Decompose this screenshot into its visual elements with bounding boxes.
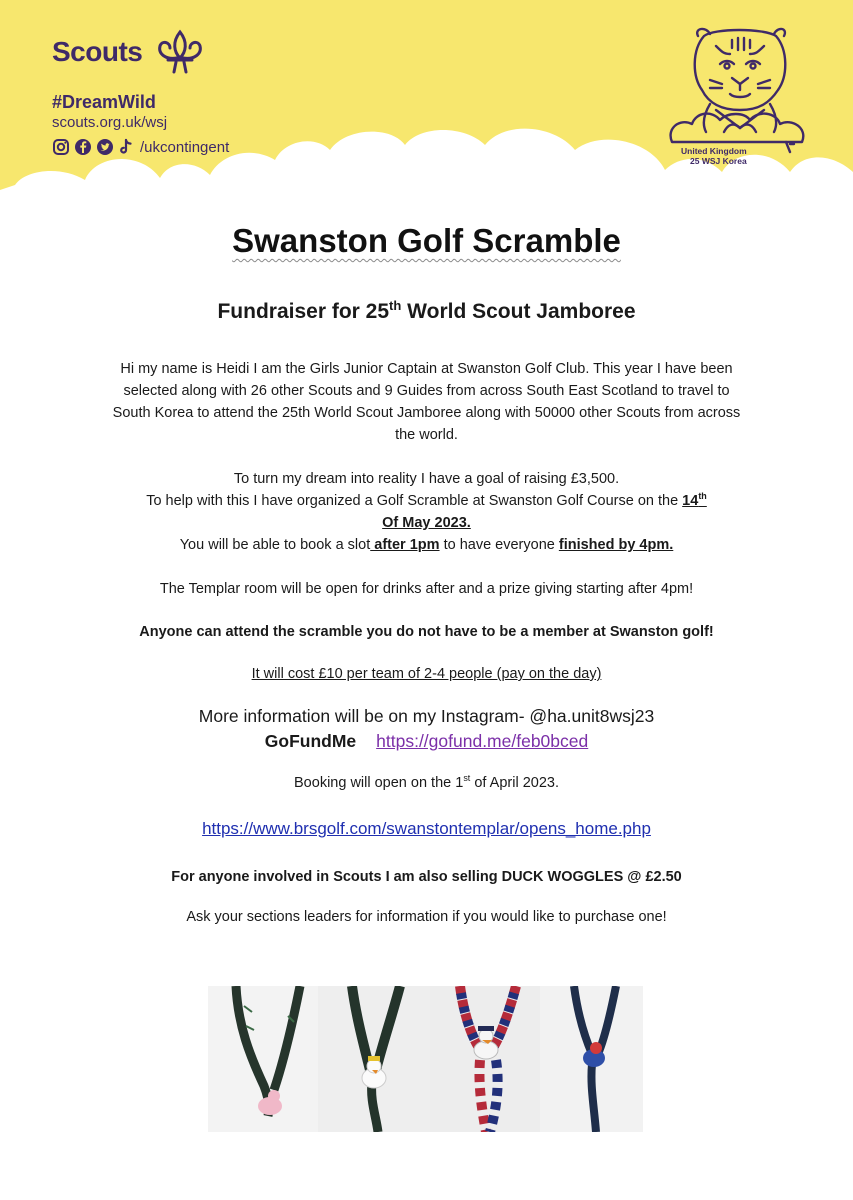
booking-text (110, 772, 743, 794)
templar-text: The Templar room will be open for drinks after and a prize giving starting after 4pm! (159, 581, 694, 597)
gofundme-row (110, 730, 743, 752)
fleur-de-lis-icon (152, 28, 208, 76)
blue-duck-woggle-photo (540, 986, 643, 1132)
facebook-icon[interactable] (74, 138, 92, 156)
white-duck-woggle-photo (318, 986, 430, 1132)
twitter-icon[interactable] (96, 138, 114, 156)
pink-duck-woggle-photo (208, 986, 318, 1132)
booking-link-row (110, 818, 743, 840)
brand-name: Scouts (52, 36, 143, 67)
cost-text: It will cost £10 per team of 2-4 people (pay on the day) (251, 666, 602, 682)
social-row (52, 138, 229, 156)
badge-line-1: United Kingdom (681, 146, 747, 156)
hashtag: #DreamWild (52, 92, 156, 112)
booking-post: of April 2023. (470, 775, 559, 791)
tiktok-icon[interactable] (118, 138, 134, 156)
scramble-pre: To help with this I have organized a Golf Scramble at Swanston Golf Course on the (146, 493, 683, 509)
gofundme-link[interactable]: https://gofund.me/feb0bced (376, 731, 589, 751)
goal-text: To turn my dream into reality I have a goal of raising £3,500. (233, 471, 620, 487)
subtitle (0, 300, 853, 324)
slot-after: after 1pm (370, 537, 440, 553)
scouts-logo (52, 36, 142, 68)
page-title-text: Swanston Golf Scramble (232, 222, 621, 259)
scramble-date-sup: th (698, 491, 707, 502)
duck-woggle-text: For anyone involved in Scouts I am also selling DUCK WOGGLES @ £2.50 (171, 869, 682, 885)
page-title (0, 222, 853, 260)
subtitle-sup: th (389, 298, 402, 313)
subtitle-pre: Fundraiser for 25 (217, 300, 390, 323)
social-handle[interactable]: /ukcontingent (140, 138, 230, 156)
ask-text: Ask your sections leaders for information if you would like to purchase one! (186, 909, 667, 925)
booking-sup: st (463, 773, 471, 784)
badge-line-2: 25 WSJ Korea (690, 156, 747, 166)
slot-finished: finished by 4pm. (558, 537, 674, 553)
website-link[interactable]: scouts.org.uk/wsj (52, 114, 168, 131)
gofundme-label: GoFundMe (264, 731, 357, 751)
booking-pre: Booking will open on the 1 (294, 775, 464, 791)
details-paragraph (110, 468, 743, 556)
anyone-text: Anyone can attend the scramble you do not have to be a member at Swanston golf! (139, 624, 714, 640)
scramble-date-rest: Of May 2023. (382, 515, 471, 531)
sailor-duck-woggle-photo (430, 986, 540, 1132)
scramble-date-day: 14 (682, 493, 699, 509)
slot-pre: You will be able to book a slot (179, 537, 371, 553)
subtitle-post: World Scout Jamboree (401, 300, 636, 323)
instagram-icon[interactable] (52, 138, 70, 156)
scramble-text (110, 490, 743, 534)
slot-text (110, 534, 743, 556)
slot-mid: to have everyone (439, 537, 559, 553)
instagram-text: More information will be on my Instagram- @ha.unit8wsj23 (198, 706, 655, 726)
booking-link[interactable]: https://www.brsgolf.com/swanstontemplar/opens_home.php (202, 819, 651, 838)
intro-paragraph: Hi my name is Heidi I am the Girls Junior Captain at Swanston Golf Club. This year I have been selected along with 26 other Scouts and 9 Guides from across South East Scotland to travel to South Korea to attend the 25th World Scout Jamboree along with 50000 other Scouts from across the world. (112, 361, 741, 443)
